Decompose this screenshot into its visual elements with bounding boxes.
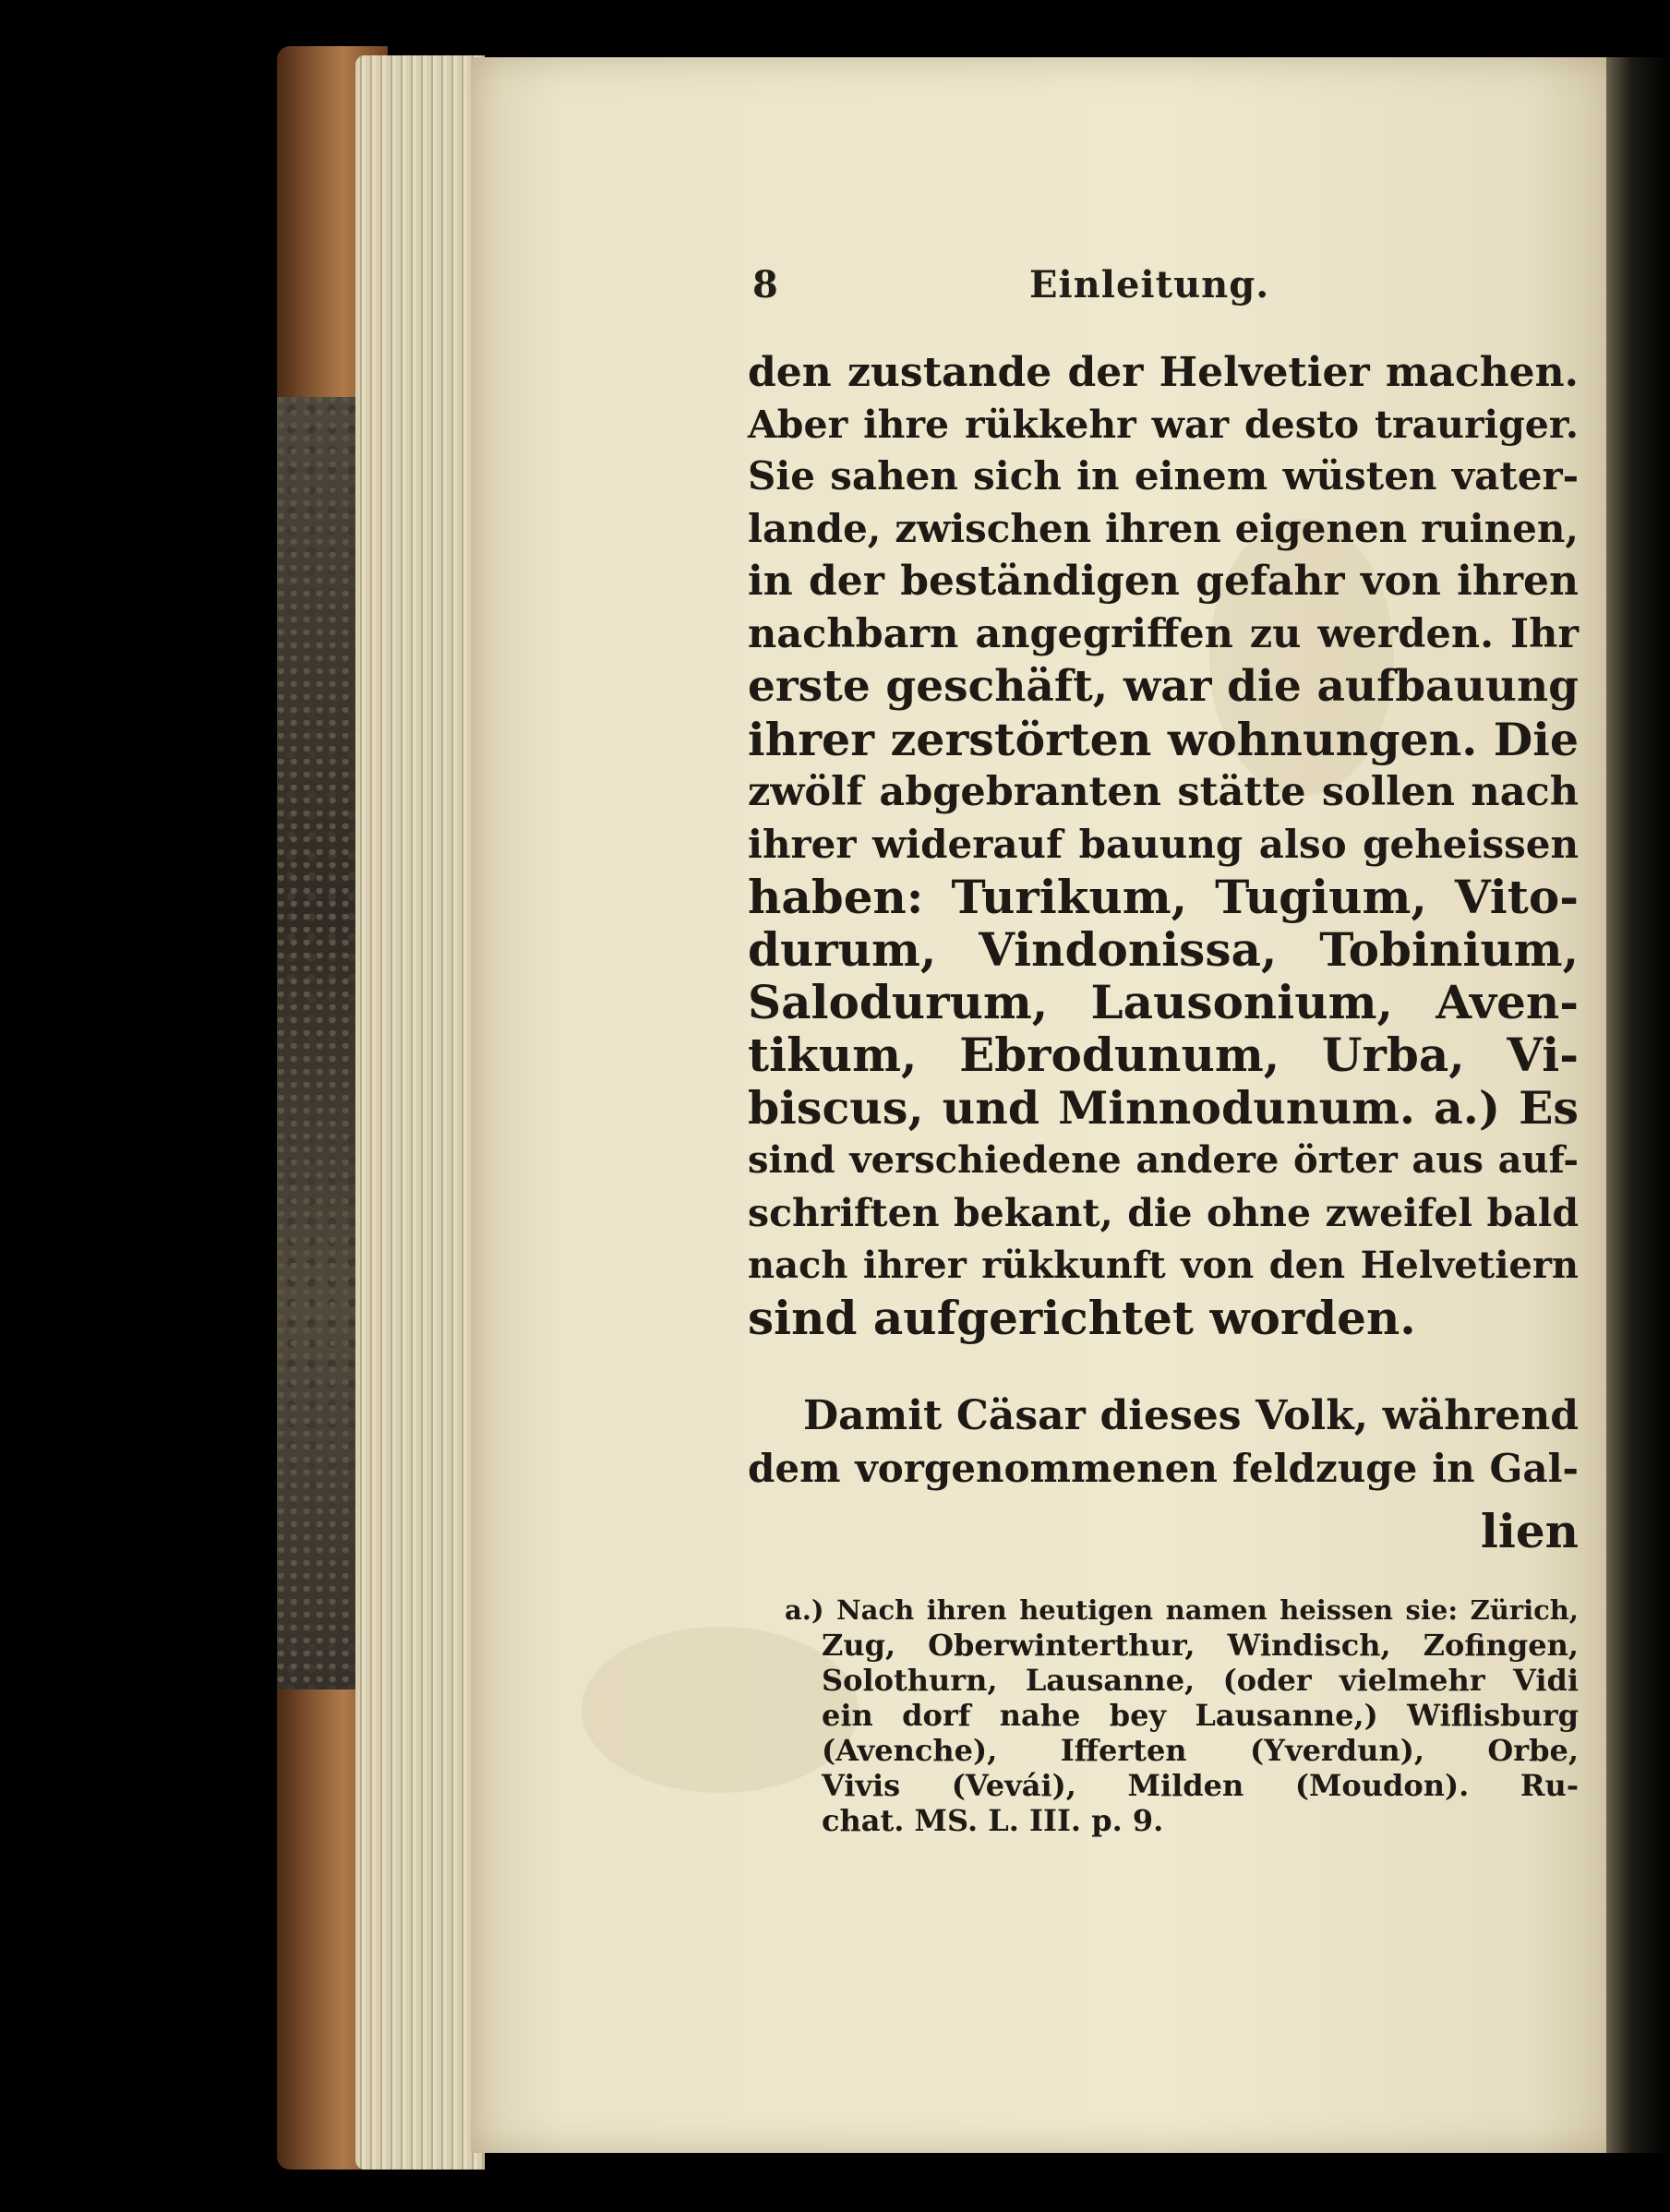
text-line: Damit Cäsar dieses Volk, während [803, 1392, 1579, 1439]
paragraph-two [748, 1389, 1579, 1565]
text-line: zwölf abgebranten stätte sollen nach [748, 769, 1579, 815]
text-line: tikum, Ebrodunum, Urba, Vi- [748, 1028, 1579, 1082]
text-line: biscus, und Minnodunum. a.) Es [748, 1081, 1579, 1135]
footnote-line: ein dorf nahe bey Lausanne,) Wiflisburg [822, 1698, 1579, 1733]
marbled-cover [277, 397, 365, 1689]
footnote-line: Vivis (Vevái), Milden (Moudon). Ru- [822, 1768, 1579, 1803]
footnote-line: (Avenche), Ifferten (Yverdun), Orbe, [822, 1733, 1579, 1768]
text-line: sind verschiedene andere örter aus auf- [748, 1138, 1579, 1182]
text-line: den zustande der Helvetier machen. [748, 349, 1579, 396]
text-line: in der beständigen gefahr von ihren [748, 558, 1579, 605]
text-line: ihrer widerauf bauung also geheissen [748, 822, 1579, 867]
text-line: schriften bekant, die ohne zweifel bald [748, 1191, 1579, 1235]
footnote-line: chat. MS. L. III. p. 9. [822, 1803, 1164, 1838]
page-edges [355, 55, 485, 2170]
text-line: haben: Turikum, Tugium, Vito- [748, 870, 1579, 924]
text-line: dem vorgenommenen feldzuge in Gal- [748, 1446, 1579, 1491]
footnote-line: a.) Nach ihren heutigen namen heissen sie: Zürich, [785, 1594, 1579, 1626]
main-text [748, 346, 1579, 1371]
text-line: durum, Vindonissa, Tobinium, [748, 922, 1579, 977]
running-head [752, 263, 1288, 319]
footnote-line: Solothurn, Lausanne, (oder vielmehr Vidi [822, 1663, 1579, 1698]
catchword: lien [1480, 1504, 1579, 1558]
footnote [785, 1593, 1579, 1860]
text-line: Salodurum, Lausonium, Aven- [748, 975, 1579, 1029]
text-line: ihrer zerstörten wohnungen. Die [748, 713, 1579, 766]
page-number: 8 [752, 263, 778, 307]
text-line: nachbarn angegriffen zu werden. Ihr [748, 611, 1579, 657]
text-line: nach ihrer rükkunft von den Helvetiern [748, 1244, 1579, 1287]
text-line: lande, zwischen ihren eigenen ruinen, [748, 506, 1579, 551]
footnote-line: Zug, Oberwinterthur, Windisch, Zofingen, [822, 1628, 1579, 1663]
text-line: erste geschäft, war die aufbauung [748, 661, 1579, 712]
text-line: Aber ihre rükkehr war desto trauriger. [748, 403, 1579, 447]
running-head-title: Einleitung. [1029, 263, 1270, 307]
facing-page-gutter [1606, 57, 1670, 2153]
text-line: sind aufgerichtet worden. [748, 1291, 1416, 1345]
text-line: Sie sahen sich in einem wüsten vater- [748, 453, 1579, 499]
